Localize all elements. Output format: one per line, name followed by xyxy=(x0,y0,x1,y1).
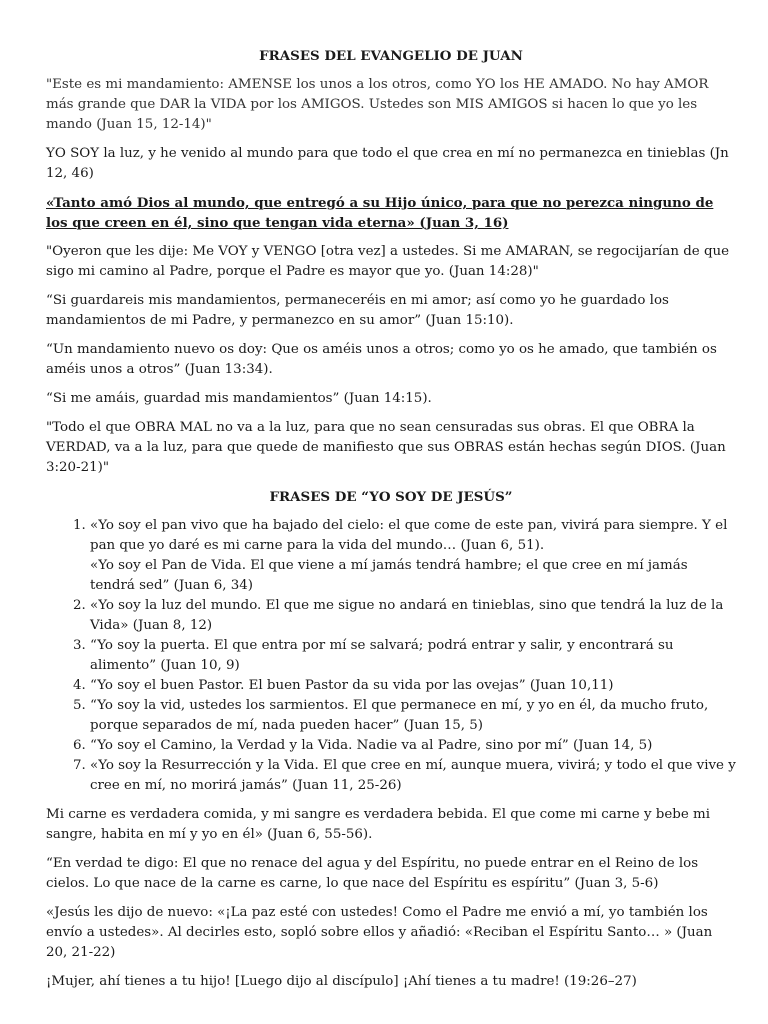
list-item-text: «Yo soy la luz del mundo. El que me sigue no andará en tinieblas, sino que tendrá la luz de la Vida» (Juan 8, 12) xyxy=(90,598,724,633)
paragraph-juan-3-20: "Todo el que OBRA MAL no va a la luz, para que no sean censuradas sus obras. El que OBRA la VERDAD, va a la luz, para que quede de manifiesto que sus OBRAS están hechas según DIOS. (Juan 3:20-21)" xyxy=(46,420,726,475)
list-item-text-secondary: «Yo soy el Pan de Vida. El que viene a mí jamás tendrá hambre; el que cree en mí jamás tendrá sed” (Juan 6, 34) xyxy=(90,558,688,593)
list-item-text: 1. «Yo soy el pan vivo que ha bajado del cielo: el que come de este pan, vivirá para siempre. Y el pan que yo daré es mi carne para la vida del mundo… (Juan 6, 51). xyxy=(90,518,728,553)
paragraph-juan-20-21: «Jesús les dijo de nuevo: «¡La paz esté con ustedes! Como el Padre me envió a mí, yo también los envío a ustedes». Al decirles esto, sopló sobre ellos y añadió: «Reciban el Espíritu Santo… » (Juan 20, 21-22) xyxy=(46,905,713,960)
paragraph-juan-13-34: “Un mandamiento nuevo os doy: Que os améis unos a otros; como yo os he amado, que también os améis unos a otros” (Juan 13:34). xyxy=(46,342,717,377)
list-item-text: “Yo soy la vid, ustedes los sarmientos. El que permanece en mí, y yo en él, da mucho fruto, porque separados de mí, nada pueden hacer” (Juan 15, 5) xyxy=(90,698,709,733)
yo-soy-list xyxy=(46,516,736,796)
list-item-text: “Yo soy el buen Pastor. El buen Pastor da su vida por las ovejas” (Juan 10,11) xyxy=(90,678,614,693)
document-title: FRASES DEL EVANGELIO DE JUAN xyxy=(259,48,523,64)
list-item-text: «Yo soy la Resurrección y la Vida. El que cree en mí, aunque muera, vivirá; y todo el que vive y cree en mí, no morirá jamás” (Juan 11, 25-26) xyxy=(90,758,736,793)
list-item xyxy=(90,736,736,756)
paragraph-juan-15-12: "Este es mi mandamiento: AMENSE los unos a los otros, como YO los HE AMADO. No hay AMOR más grande que DAR la VIDA por los AMIGOS. Ustedes son MIS AMIGOS si hacen lo que yo les mando (Juan 15, 12-14)" xyxy=(46,77,709,132)
list-item xyxy=(90,636,736,676)
list-item-text: “Yo soy la puerta. El que entra por mí se salvará; podrá entrar y salir, y encontrará su alimento” (Juan 10, 9) xyxy=(90,638,674,673)
list-item xyxy=(90,516,736,596)
paragraph-juan-6-55: Mi carne es verdadera comida, y mi sangre es verdadera bebida. El que come mi carne y bebe mi sangre, habita en mí y yo en él» (Juan 6, 55-56). xyxy=(46,807,711,842)
paragraph-juan-14-28: "Oyeron que les dije: Me VOY y VENGO [otra vez] a ustedes. Si me AMARAN, se regocijarían de que sigo mi camino al Padre, porque el Padre es mayor que yo. (Juan 14:28)" xyxy=(46,244,730,279)
list-item xyxy=(90,756,736,796)
paragraph-juan-3-16: «Tanto amó Dios al mundo, que entregó a su Hijo único, para que no perezca ninguno de los que creen en él, sino que tengan vida eterna» (Juan 3, 16) xyxy=(46,195,714,231)
list-item xyxy=(90,676,736,696)
paragraph-juan-15-10: “Si guardareis mis mandamientos, permaneceréis en mi amor; así como yo he guardado los mandamientos de mi Padre, y permanezco en su amor” (Juan 15:10). xyxy=(46,293,669,328)
paragraph-juan-12-46: YO SOY la luz, y he venido al mundo para que todo el que crea en mí no permanezca en tinieblas (Jn 12, 46) xyxy=(46,146,729,181)
paragraph-juan-19-26: ¡Mujer, ahí tienes a tu hijo! [Luego dijo al discípulo] ¡Ahí tienes a tu madre! (19:26–27) xyxy=(46,974,637,989)
section-subtitle: FRASES DE “YO SOY DE JESÚS” xyxy=(269,489,513,505)
list-item xyxy=(90,596,736,636)
paragraph-juan-14-15: “Si me amáis, guardad mis mandamientos” (Juan 14:15). xyxy=(46,391,432,406)
list-item-text: “Yo soy el Camino, la Verdad y la Vida. Nadie va al Padre, sino por mí” (Juan 14, 5) xyxy=(90,738,653,753)
list-item xyxy=(90,696,736,736)
paragraph-juan-3-5: “En verdad te digo: El que no renace del agua y del Espíritu, no puede entrar en el Reino de los cielos. Lo que nace de la carne es carne, lo que nace del Espíritu es espíritu” (Juan 3, 5-6) xyxy=(46,856,699,891)
